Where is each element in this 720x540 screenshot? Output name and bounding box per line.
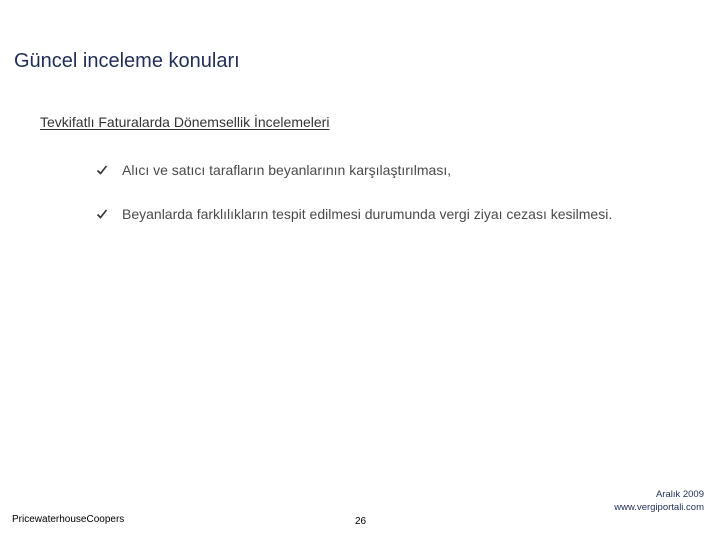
slide-title: Güncel inceleme konuları [14,50,240,72]
bullet-item [96,204,612,224]
footer-company: PricewaterhouseCoopers [12,514,125,525]
check-icon [96,208,108,220]
bullet-item [96,160,612,180]
bullet-text: Beyanlarda farklılıkların tespit edilmesi durumunda vergi ziyaı cezası kesilmesi. [122,206,613,222]
footer-date: Aralık 2009 [655,489,704,500]
bullet-list [96,160,612,224]
footer-website: www.vergiportali.com [614,502,704,513]
page-number: 26 [355,516,367,527]
footer-meta [614,488,704,514]
bullet-text: Alıcı ve satıcı tarafların beyanlarının karşılaştırılması, [122,162,452,178]
section-heading: Tevkifatlı Faturalarda Dönemsellik İncelemeleri [40,114,330,130]
check-icon [96,164,108,176]
